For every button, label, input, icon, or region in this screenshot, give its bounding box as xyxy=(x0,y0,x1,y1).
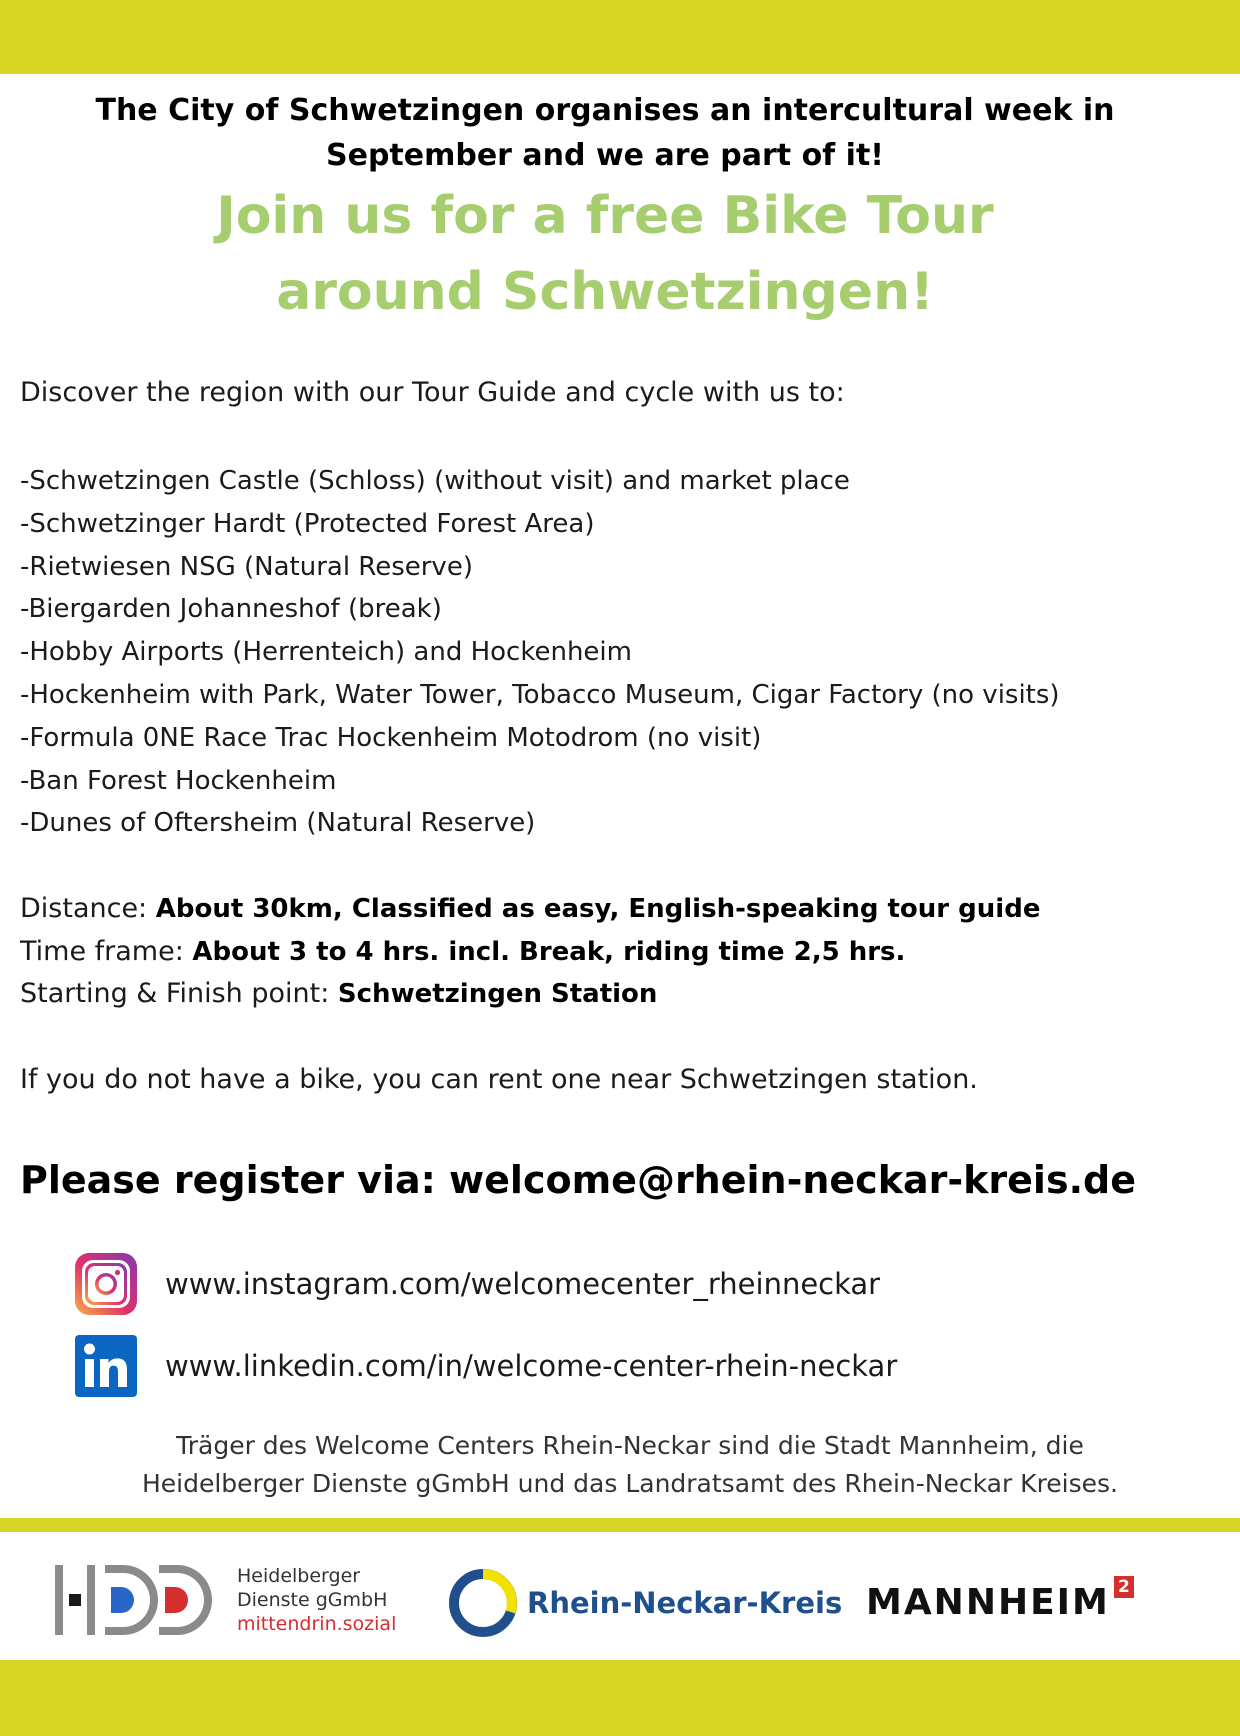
hdd-logo xyxy=(55,1564,396,1636)
tour-stop: -Hobby Airports (Herrenteich) and Hockenheim xyxy=(20,637,632,668)
tour-stops-list xyxy=(20,460,1060,845)
hdd-line-1: Heidelberger xyxy=(237,1565,361,1587)
intro-line-1: The City of Schwetzingen organises an intercultural week in xyxy=(95,93,1115,128)
tour-stop: -Biergarden Johanneshof (break) xyxy=(20,594,442,625)
linkedin-row[interactable] xyxy=(75,1334,897,1398)
tour-stop: -Hockenheim with Park, Water Tower, Tobacco Museum, Cigar Factory (no visits) xyxy=(20,679,1060,710)
hdd-logo-text xyxy=(237,1564,396,1636)
rnk-ring-icon xyxy=(447,1567,519,1639)
linkedin-link[interactable]: www.linkedin.com/in/welcome-center-rhein-neckar xyxy=(165,1349,898,1383)
tour-stop: -Formula 0NE Race Trac Hockenheim Motodrom (no visit) xyxy=(20,722,762,753)
rent-note: If you do not have a bike, you can rent one near Schwetzingen station. xyxy=(20,1064,978,1095)
instagram-row[interactable] xyxy=(75,1252,880,1316)
tour-stop: -Schwetzingen Castle (Schloss) (without visit) and market place xyxy=(20,466,850,496)
intro-line-2: September and we are part of it! xyxy=(325,138,884,173)
distance-value: About 30km, Classified as easy, English-speaking tour guide xyxy=(155,894,1041,924)
intro-text xyxy=(60,88,1150,178)
hdd-line-3: mittendrin.sozial xyxy=(237,1613,397,1635)
mannheim-logo-text: MANNHEIM xyxy=(866,1582,1110,1623)
tour-facts xyxy=(20,888,1040,1016)
time-label: Time frame: xyxy=(20,935,193,967)
headline xyxy=(60,178,1150,330)
bottom-color-band xyxy=(0,1660,1240,1736)
start-value: Schwetzingen Station xyxy=(337,979,658,1009)
linkedin-icon xyxy=(75,1335,137,1397)
hdd-line-2: Dienste gGmbH xyxy=(237,1589,388,1611)
mannheim-logo-superscript: 2 xyxy=(1114,1576,1134,1598)
mannheim-logo xyxy=(866,1577,1134,1623)
tour-stop: -Ban Forest Hockenheim xyxy=(20,765,337,796)
instagram-link[interactable]: www.instagram.com/welcomecenter_rheinneckar xyxy=(165,1267,881,1301)
tour-stop: -Dunes of Oftersheim (Natural Reserve) xyxy=(20,808,536,839)
headline-line-2: around Schwetzingen! xyxy=(276,262,934,322)
sponsor-note-line-2: Heidelberger Dienste gGmbH und das Landratsamt des Rhein-Neckar Kreises. xyxy=(141,1469,1118,1498)
sponsor-note-line-1: Träger des Welcome Centers Rhein-Neckar sind die Stadt Mannheim, die xyxy=(176,1431,1084,1460)
rnk-logo-text: Rhein-Neckar-Kreis xyxy=(527,1586,843,1620)
distance-label: Distance: xyxy=(20,893,156,924)
start-line xyxy=(20,973,1040,1016)
start-label: Starting & Finish point: xyxy=(20,978,338,1009)
headline-line-1: Join us for a free Bike Tour xyxy=(216,186,994,246)
time-value: About 3 to 4 hrs. incl. Break, riding time 2,5 hrs. xyxy=(192,936,906,967)
discover-text: Discover the region with our Tour Guide and cycle with us to: xyxy=(20,377,845,408)
distance-line xyxy=(20,888,1040,931)
time-line xyxy=(20,931,1040,974)
middle-color-band xyxy=(0,1518,1240,1532)
tour-stop: -Schwetzinger Hardt (Protected Forest Area) xyxy=(20,508,595,539)
tour-stop: -Rietwiesen NSG (Natural Reserve) xyxy=(20,551,473,582)
top-color-band xyxy=(0,0,1240,74)
rhein-neckar-kreis-logo xyxy=(447,1567,842,1639)
sponsor-note xyxy=(60,1427,1200,1503)
hdd-logo-mark xyxy=(55,1565,215,1635)
instagram-icon xyxy=(75,1253,137,1315)
register-text: Please register via: welcome@rhein-neckar-kreis.de xyxy=(20,1158,1136,1202)
